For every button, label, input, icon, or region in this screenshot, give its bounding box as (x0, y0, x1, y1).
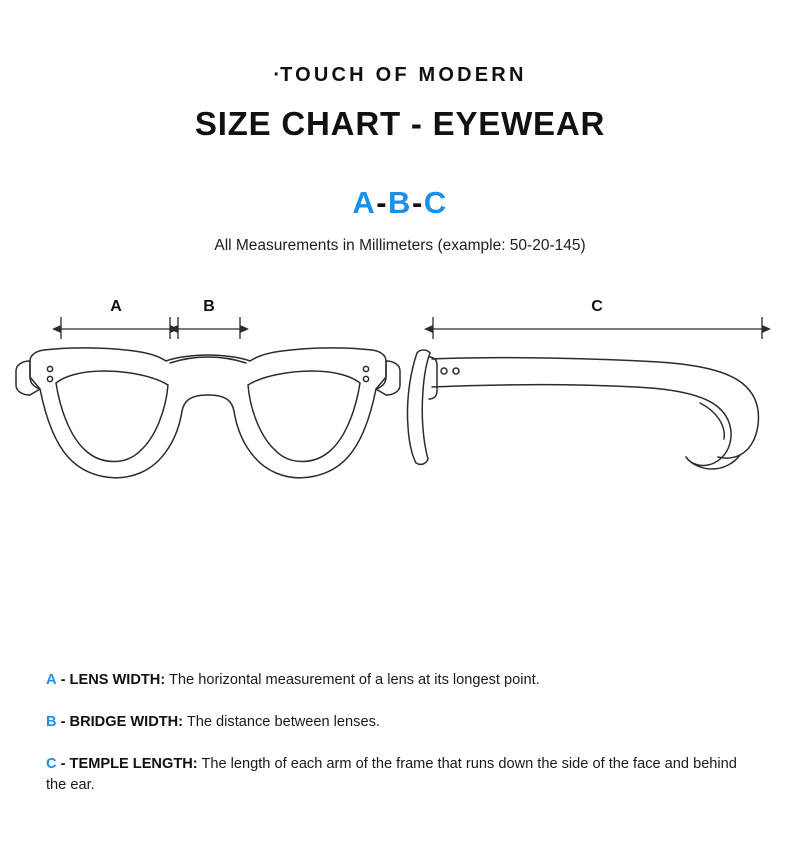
abc-letter-b: B (388, 185, 412, 220)
abc-heading (0, 185, 800, 221)
legend-dash-a: - (60, 672, 66, 688)
legend-desc-bridge-width: The distance between lenses. (186, 714, 380, 731)
abc-dash-2: - (411, 185, 424, 220)
legend-term-temple-length: TEMPLE LENGTH: (69, 756, 198, 773)
legend-item-lens-width (46, 670, 756, 691)
brand-name: TOUCH OF MODERN (280, 64, 527, 86)
eyewear-diagram (0, 291, 800, 521)
legend-item-bridge-width (46, 712, 756, 733)
legend-key-b: B (46, 714, 57, 731)
measurement-units-note: All Measurements in Millimeters (example: 50-20-145) (214, 237, 586, 254)
legend-item-temple-length (46, 754, 756, 796)
page-title: SIZE CHART - EYEWEAR (194, 105, 606, 142)
legend-dash-c: - (60, 756, 66, 773)
legend-key-c: C (46, 756, 57, 773)
size-chart-page (0, 64, 800, 864)
abc-dash-1: - (376, 185, 389, 220)
legend-desc-lens-width: The horizontal measurement of a lens at its longest point. (169, 672, 540, 688)
dimension-label-b: B (203, 298, 215, 315)
legend (46, 670, 756, 818)
legend-term-bridge-width: BRIDGE WIDTH: (69, 714, 184, 731)
legend-desc-temple-length: The length of each arm of the frame that runs down the side of the face and behind the ear. (46, 756, 737, 794)
legend-key-a: A (46, 672, 57, 688)
abc-letter-c: C (423, 185, 448, 220)
legend-term-lens-width: LENS WIDTH: (69, 672, 166, 688)
legend-dash-b: - (60, 714, 66, 731)
dimension-label-c: C (591, 298, 603, 315)
abc-letter-a: A (352, 185, 377, 220)
brand-tick-mark: · (273, 64, 281, 86)
brand-title (0, 64, 800, 87)
dimension-label-a: A (110, 298, 122, 315)
